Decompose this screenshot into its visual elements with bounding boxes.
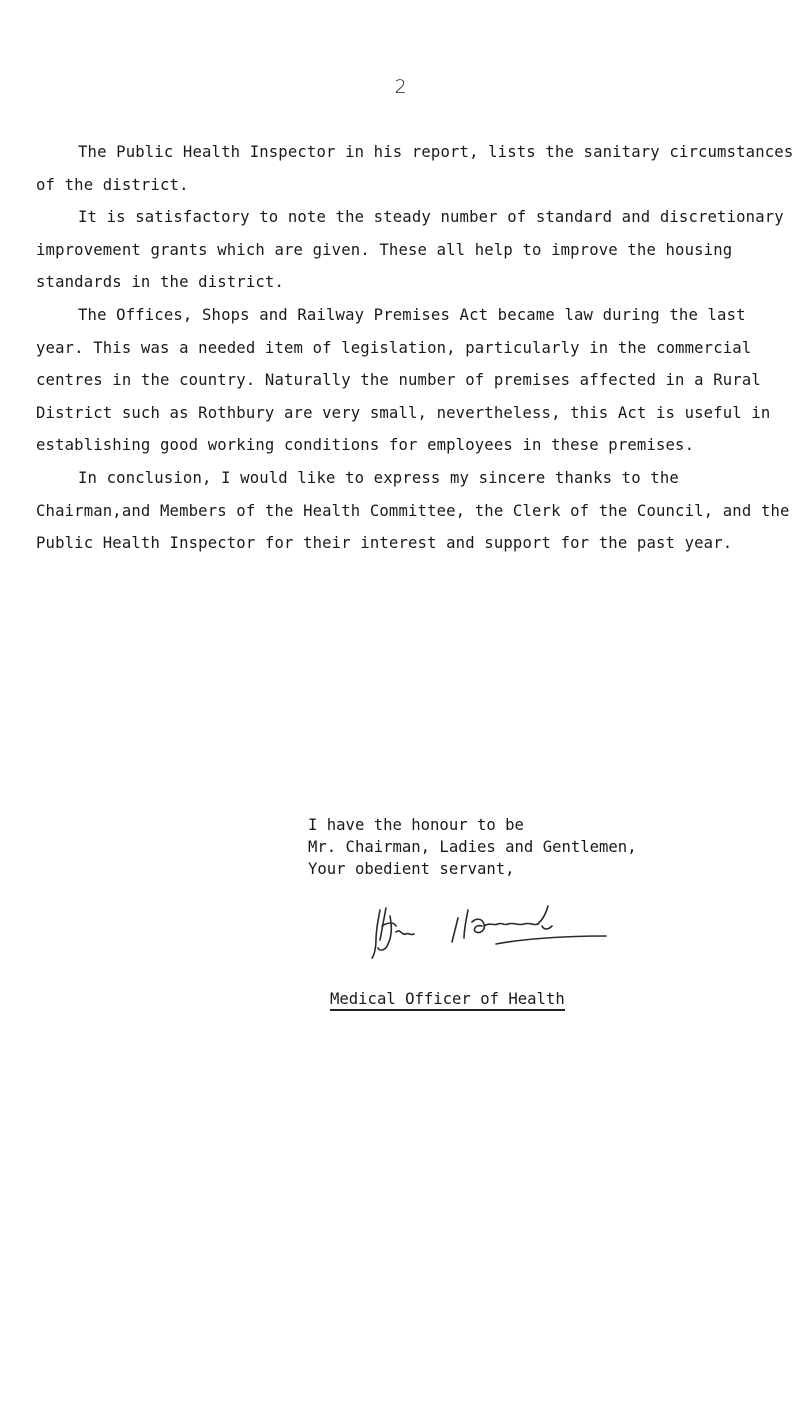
handwritten-signature — [366, 896, 706, 966]
letter-body — [36, 136, 796, 560]
paragraph-conclusion: In conclusion, I would like to express my sincere thanks to the Chairman,and Members of the Health Committee, the Clerk of the Council, and the Public Health Inspector for their interest and support for the past year. — [36, 468, 790, 553]
page-number: 2 — [394, 76, 407, 98]
paragraph-improvement-grants: It is satisfactory to note the steady number of standard and discretionary improvement grants which are given. These all help to improve the housing standards in the district. — [36, 208, 784, 292]
closing-line-honour: I have the honour to be — [308, 816, 524, 834]
paragraph-sanitary-circumstances: The Public Health Inspector in his report, lists the sanitary circumstances of the district. — [36, 143, 794, 194]
paragraph-offices-shops-act: The Offices, Shops and Railway Premises Act became law during the last year. This was a needed item of legislation, particularly in the commercial centres in the country. Naturally the number of premises affected in a Rural District such as Rothbury are very small, nevertheless, this Act is useful in establishing good working conditions for employees in these premises. — [36, 305, 771, 455]
closing-line-salutation: Mr. Chairman, Ladies and Gentlemen, — [308, 838, 637, 856]
signature-scrawl-icon — [366, 896, 706, 966]
closing-block — [308, 814, 637, 880]
closing-line-servant: Your obedient servant, — [308, 860, 515, 878]
signatory-title: Medical Officer of Health — [330, 990, 565, 1011]
